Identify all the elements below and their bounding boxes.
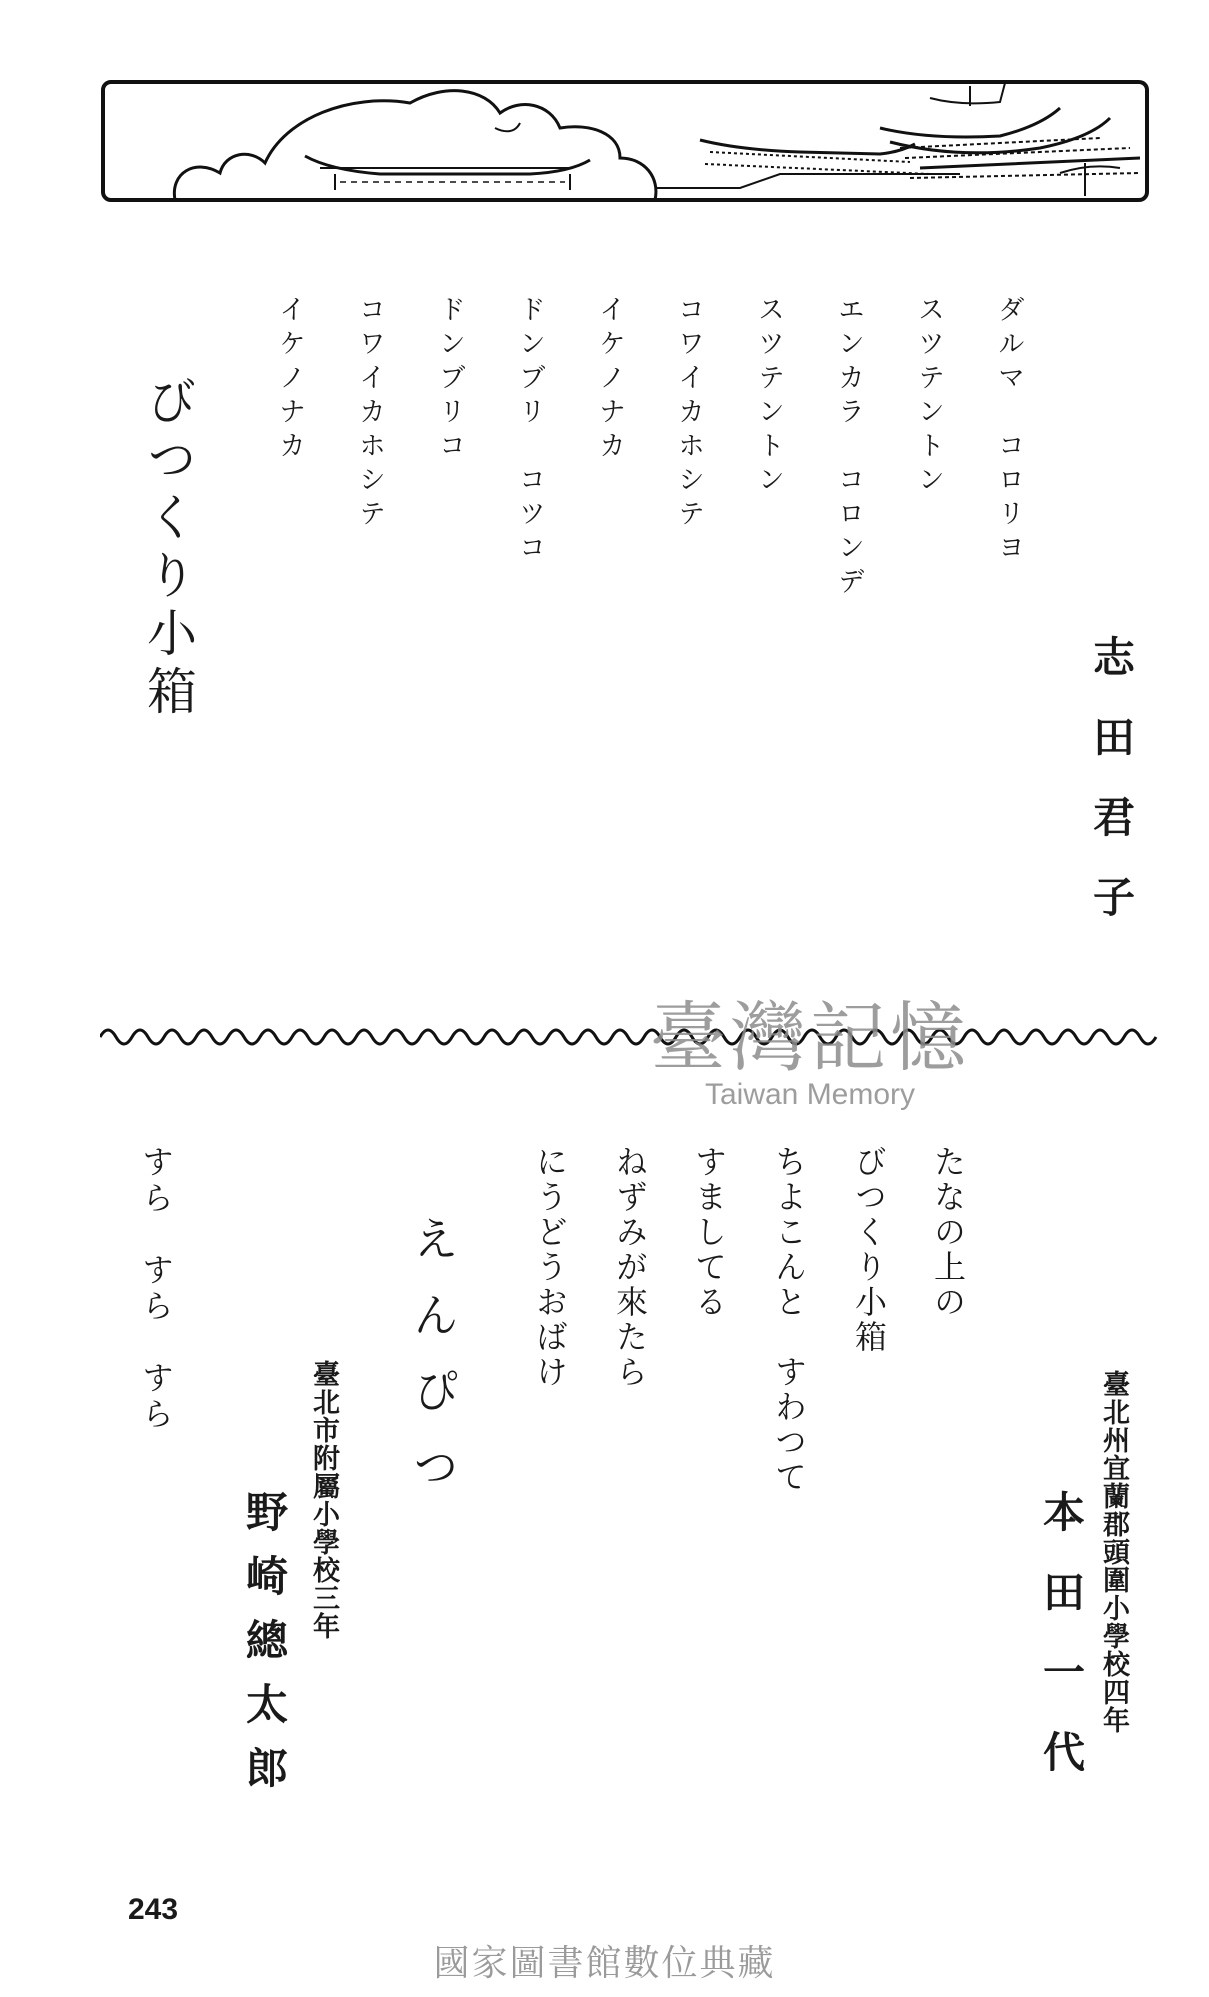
poem1-title: びつくり小箱 xyxy=(139,375,197,723)
watermark-en: Taiwan Memory xyxy=(704,1078,916,1111)
poem1-line: スツテントン xyxy=(753,295,784,499)
poem2-school: 臺北州宜蘭郡頭圍小學校四年 xyxy=(1098,1370,1129,1734)
poem2-line: びつくり小箱 xyxy=(850,1145,888,1355)
poem1-line: イケノナカ xyxy=(274,295,305,465)
poem1-line: コワイカホシテ xyxy=(673,295,704,533)
poem1-line: エンカラ コロンデ xyxy=(833,295,864,601)
poem1-line: ドンブリ コツコ xyxy=(514,295,545,567)
poem2-line: ねずみが來たら xyxy=(611,1145,649,1390)
poem2-line: すましてる xyxy=(690,1145,728,1320)
poem1-line: スツテントン xyxy=(913,295,944,499)
poem1-line: ダルマ コロリヨ xyxy=(993,295,1024,567)
poem2-author: 本田一代 xyxy=(1037,1490,1086,1810)
poem1-line: コワイカホシテ xyxy=(354,295,385,533)
footer-credit: 國家圖書館數位典藏 xyxy=(433,1943,776,1984)
watermark xyxy=(600,993,1020,1112)
poem1-line: イケノナカ xyxy=(594,295,625,465)
poem3-school: 臺北市附屬小學校三年 xyxy=(308,1360,339,1640)
poem2-line: にうどうおばけ xyxy=(531,1145,569,1390)
page-number: 243 xyxy=(128,1893,179,1926)
poem3-author: 野崎總太郎 xyxy=(240,1490,289,1810)
poem1-author: 志田君子 xyxy=(1087,635,1136,955)
header-illustration xyxy=(100,78,1150,203)
poem3-line: すら すら すら xyxy=(137,1145,175,1433)
watermark-cn: 臺灣記憶 xyxy=(650,993,970,1082)
poem2-line: たなの上の xyxy=(929,1145,967,1320)
poem2-line: ちよこんと すわつて xyxy=(770,1145,808,1495)
poem1-line: ドンブリコ xyxy=(434,295,465,465)
poem3-title: えんぴつ xyxy=(406,1215,460,1519)
